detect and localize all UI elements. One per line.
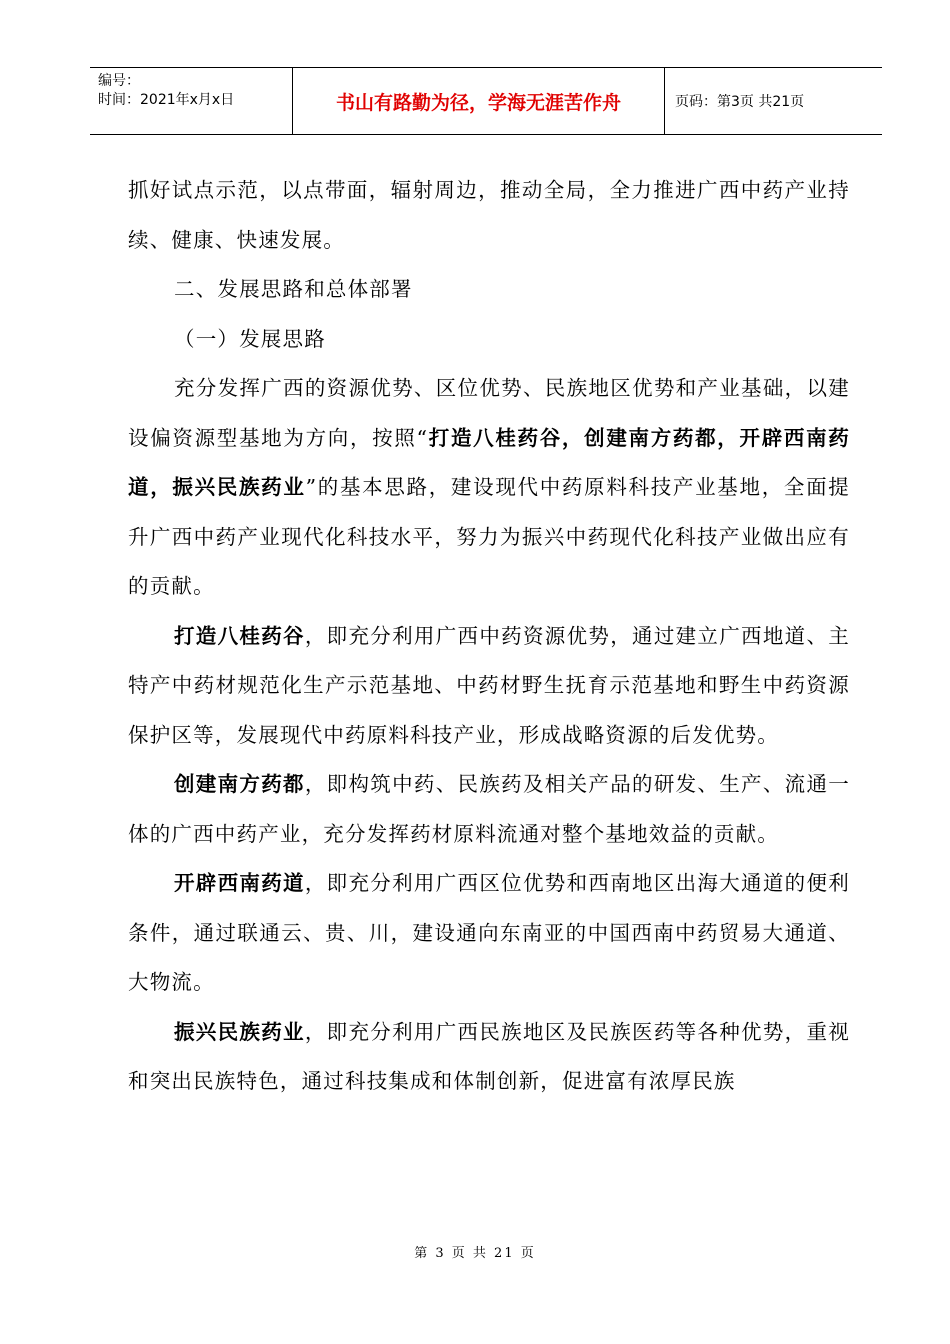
bold-phrase: 开辟西南药道 (174, 871, 305, 895)
paragraph-text: ，即构筑中药、民族药及相关产品的研发、生产、流通一体的广西中药产业，充分发挥药材原料流通对整个基地效益的贡献。 (128, 772, 850, 846)
time-label: 时间：2021年x月x日 (98, 92, 235, 108)
paragraph-text: 充分发挥广西的资源优势、区位优势、民族地区优势和产业基础，以建设偏资源型基地为方向，按照“ (128, 376, 850, 450)
page-header (90, 67, 882, 135)
paragraph (128, 859, 850, 1008)
subsection-heading: （一）发展思路 (174, 326, 326, 351)
code-label: 编号： (98, 73, 140, 89)
header-motto: 书山有路勤为径，学海无涯苦作舟 (293, 68, 665, 134)
paragraph-text: ，即充分利用广西民族地区及民族医药等各种优势，重视和突出民族特色，通过科技集成和体制创新，促进富有浓厚民族 (128, 1019, 850, 1093)
header-page-info: 页码：第3页 共21页 (675, 94, 805, 110)
paragraph: 抓好试点示范，以点带面，辐射周边，推动全局，全力推进广西中药产业持续、健康、快速发展。 (128, 178, 850, 252)
paragraph (128, 364, 850, 612)
bold-phrase: 打造八桂药谷，创建南方药都，开辟西南药道，振兴民族药业 (128, 425, 850, 499)
header-meta (90, 68, 293, 134)
bold-phrase: 振兴民族药业 (174, 1019, 305, 1044)
paragraph (128, 612, 850, 761)
paragraph (128, 760, 850, 859)
paragraph-text: ，即充分利用广西中药资源优势，通过建立广西地道、主特产中药材规范化生产示范基地、中药材野生抚育示范基地和野生中药资源保护区等，发展现代中药原料科技产业，形成战略资源的后发优势。 (128, 623, 850, 747)
paragraph (128, 1008, 850, 1107)
paragraph-text: ，即充分利用广西区位优势和西南地区出海大通道的便利条件，通过联通云、贵、川，建设通向东南亚的中国西南中药贸易大通道、大物流。 (128, 871, 850, 994)
section-heading: 二、发展思路和总体部署 (174, 277, 413, 301)
page-footer: 第 3 页 共 21 页 (414, 1246, 536, 1261)
bold-phrase: 创建南方药都 (174, 772, 305, 796)
document-body (128, 166, 850, 1107)
bold-phrase: 打造八桂药谷 (174, 623, 305, 648)
paragraph-text: ”的基本思路，建设现代中药原料科技产业基地，全面提升广西中药产业现代化科技水平，努力为振兴中药现代化科技产业做出应有的贡献。 (128, 475, 850, 598)
